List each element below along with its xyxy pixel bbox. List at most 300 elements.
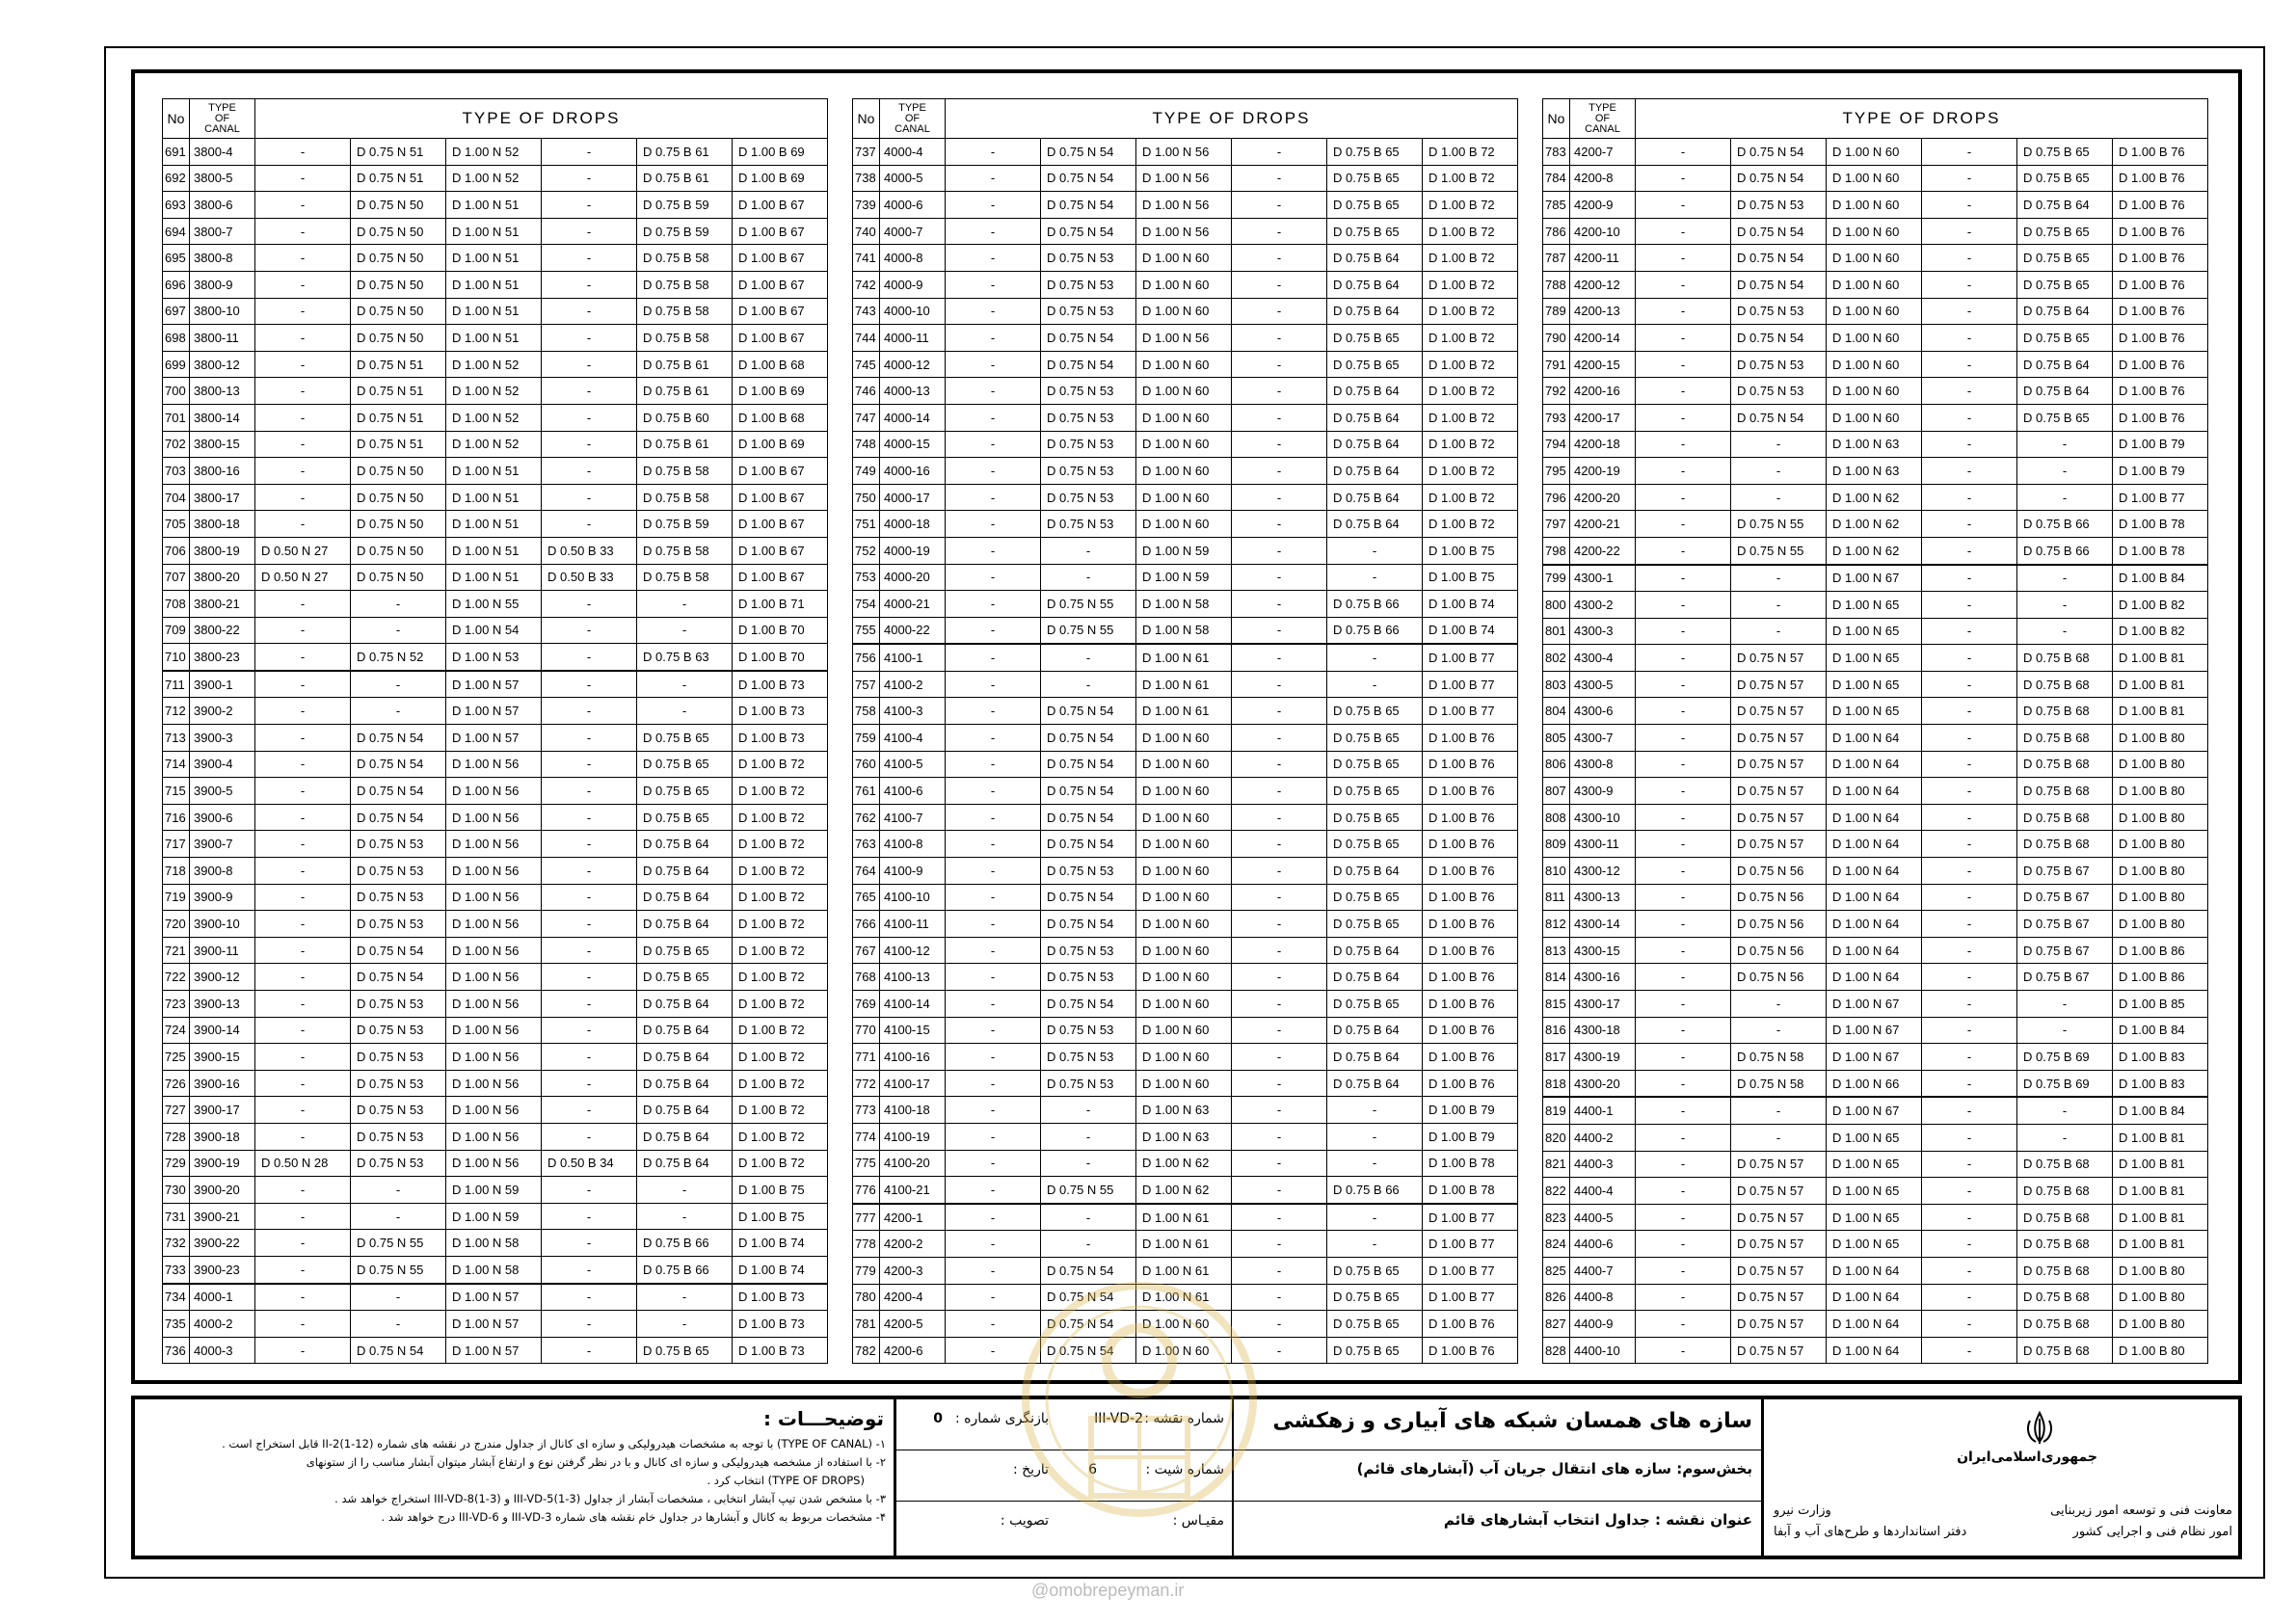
drop-type: - — [542, 591, 637, 618]
drop-type: D 1.00 B 75 — [733, 1203, 828, 1230]
row-number: 695 — [163, 245, 190, 272]
row-number: 822 — [1543, 1178, 1570, 1205]
drop-type: D 0.75 N 53 — [351, 1097, 446, 1124]
table-row — [163, 1150, 828, 1177]
canal-type: 4000-7 — [880, 218, 946, 245]
drop-type: - — [1636, 1231, 1731, 1258]
drop-type: - — [351, 1284, 446, 1311]
drop-type: D 1.00 B 70 — [733, 617, 828, 644]
drop-type: D 0.75 N 53 — [1731, 192, 1827, 219]
drop-type: - — [1232, 351, 1327, 378]
drop-type: D 1.00 N 56 — [1136, 218, 1232, 245]
drop-type: - — [946, 858, 1041, 885]
drop-type: D 0.75 N 55 — [351, 1230, 446, 1257]
canal-type: 4300-15 — [1570, 937, 1636, 964]
drop-type: D 1.00 B 68 — [733, 404, 828, 431]
drop-type: D 0.75 B 64 — [637, 1150, 733, 1177]
row-number: 741 — [853, 245, 880, 272]
drop-type: D 1.00 B 72 — [1423, 298, 1518, 325]
drop-type: D 0.75 B 64 — [637, 1017, 733, 1044]
drop-type: D 1.00 B 76 — [2113, 351, 2208, 378]
drop-type: D 0.75 B 59 — [637, 192, 733, 219]
drop-type: D 1.00 B 76 — [2113, 404, 2208, 431]
table-row — [163, 218, 828, 245]
drop-type: D 1.00 N 64 — [1827, 884, 1922, 911]
drop-type: D 0.75 B 61 — [637, 165, 733, 192]
row-number: 694 — [163, 218, 190, 245]
drop-type: - — [255, 1044, 351, 1071]
drop-type: - — [542, 378, 637, 405]
drop-type: - — [1922, 937, 2017, 964]
drop-type: D 1.00 N 53 — [446, 644, 542, 671]
drop-type: D 0.75 B 64 — [1327, 511, 1423, 538]
drop-type: D 1.00 N 60 — [1827, 218, 1922, 245]
drop-type: D 1.00 N 51 — [446, 511, 542, 538]
drop-type: D 1.00 N 60 — [1827, 192, 1922, 219]
drop-type: - — [1922, 1070, 2017, 1097]
drop-type: - — [1636, 964, 1731, 991]
canal-type: 3900-21 — [190, 1203, 255, 1230]
header-word: OF — [1594, 112, 1611, 124]
drop-type: - — [542, 218, 637, 245]
drop-type: - — [1922, 537, 2017, 564]
drop-type: - — [255, 725, 351, 752]
row-number: 711 — [163, 671, 190, 698]
drop-type: - — [255, 858, 351, 885]
table-row — [163, 1070, 828, 1097]
drop-type: D 1.00 B 76 — [1423, 911, 1518, 938]
drop-type: D 0.75 N 53 — [1041, 964, 1136, 991]
drop-type: - — [1232, 725, 1327, 752]
drop-type: D 0.75 B 68 — [2017, 1284, 2113, 1311]
drop-type: - — [255, 192, 351, 219]
drop-type: D 0.75 N 54 — [1041, 1284, 1136, 1311]
drop-type: D 0.75 N 53 — [351, 911, 446, 938]
drop-type: D 0.75 B 64 — [637, 884, 733, 911]
drop-type: - — [1636, 1124, 1731, 1151]
drop-type: - — [1232, 1097, 1327, 1124]
drop-type: - — [255, 617, 351, 644]
row-number: 772 — [853, 1070, 880, 1097]
drop-type: D 0.75 B 64 — [637, 1097, 733, 1124]
drop-type: D 1.00 N 67 — [1827, 1044, 1922, 1071]
drop-type: D 1.00 B 81 — [2113, 645, 2208, 672]
table-row — [1543, 511, 2208, 538]
table-row — [163, 431, 828, 458]
table-row — [163, 351, 828, 378]
drop-type: D 0.75 B 61 — [637, 139, 733, 166]
drop-type: D 1.00 N 60 — [1136, 298, 1232, 325]
drop-type: - — [946, 1044, 1041, 1071]
drop-type: D 1.00 B 81 — [2113, 1178, 2208, 1205]
table-row — [163, 1230, 828, 1257]
drop-type: D 0.75 N 56 — [1731, 911, 1827, 938]
drop-type: - — [946, 1311, 1041, 1338]
drop-type: D 1.00 N 51 — [446, 218, 542, 245]
drop-type: D 1.00 N 60 — [1136, 964, 1232, 991]
drop-type: D 1.00 B 77 — [1423, 644, 1518, 671]
drop-type: - — [946, 911, 1041, 938]
drop-type: D 1.00 B 67 — [733, 325, 828, 352]
drop-type: D 0.75 B 68 — [2017, 1231, 2113, 1258]
table-row — [1543, 245, 2208, 272]
drop-type: - — [1636, 937, 1731, 964]
canal-type: 3800-5 — [190, 165, 255, 192]
table-row — [853, 404, 1518, 431]
drop-type: - — [946, 325, 1041, 352]
drop-type: - — [1232, 1311, 1327, 1338]
drop-type: D 1.00 N 67 — [1827, 1097, 1922, 1124]
canal-type: 3900-11 — [190, 937, 255, 964]
table-row — [163, 1284, 828, 1311]
drop-type: D 0.75 B 64 — [637, 858, 733, 885]
canal-type: 4100-2 — [880, 671, 946, 698]
drop-type: D 1.00 B 67 — [733, 192, 828, 219]
row-number: 796 — [1543, 484, 1570, 511]
drop-type: D 1.00 B 79 — [2113, 458, 2208, 485]
drop-type: - — [1922, 592, 2017, 619]
drop-type: - — [1636, 139, 1731, 166]
drop-type: D 1.00 B 72 — [1423, 431, 1518, 458]
drop-type: - — [1232, 1044, 1327, 1071]
canal-type: 3800-22 — [190, 617, 255, 644]
drop-type: D 0.75 B 58 — [637, 298, 733, 325]
drop-type: - — [255, 1070, 351, 1097]
drop-type: D 0.75 B 68 — [2017, 1178, 2113, 1205]
drop-type: D 1.00 N 56 — [446, 1150, 542, 1177]
table-row — [163, 778, 828, 805]
canal-type: 4400-10 — [1570, 1337, 1636, 1364]
drop-type: - — [1232, 964, 1327, 991]
drop-type: D 1.00 N 64 — [1827, 858, 1922, 885]
canal-type: 3800-17 — [190, 484, 255, 511]
drop-type: D 1.00 N 62 — [1827, 537, 1922, 564]
drop-type: D 0.75 N 50 — [351, 564, 446, 591]
canal-type: 4100-14 — [880, 991, 946, 1018]
drop-type: - — [1922, 858, 2017, 885]
drop-type: - — [1922, 1257, 2017, 1284]
drop-type: D 1.00 N 56 — [446, 751, 542, 778]
drop-type: D 0.75 B 68 — [2017, 1204, 2113, 1231]
drop-type: D 0.75 N 54 — [1731, 245, 1827, 272]
drop-type: - — [1636, 565, 1731, 592]
drop-type: D 1.00 B 76 — [1423, 991, 1518, 1018]
drop-type: - — [1636, 1151, 1731, 1178]
drop-type: D 1.00 B 76 — [2113, 378, 2208, 405]
drop-type: D 0.75 N 54 — [1041, 139, 1136, 166]
drop-type: D 1.00 N 60 — [1827, 325, 1922, 352]
table-row — [1543, 139, 2208, 166]
drop-type: D 1.00 B 72 — [733, 911, 828, 938]
drop-type: D 1.00 N 61 — [1136, 671, 1232, 698]
canal-type: 4200-14 — [1570, 325, 1636, 352]
drop-type: D 1.00 B 69 — [733, 378, 828, 405]
drop-type: D 1.00 B 80 — [2113, 911, 2208, 938]
drop-type: D 1.00 B 73 — [733, 1337, 828, 1364]
canal-type: 3900-7 — [190, 831, 255, 858]
table-row — [1543, 804, 2208, 831]
table-row — [853, 778, 1518, 805]
table-row — [1543, 431, 2208, 458]
drop-type: - — [2017, 618, 2113, 645]
drop-type: D 0.75 B 68 — [2017, 645, 2113, 672]
drop-type: D 1.00 B 72 — [1423, 351, 1518, 378]
row-number: 806 — [1543, 751, 1570, 778]
table-row — [163, 698, 828, 725]
drop-type: D 0.75 B 68 — [2017, 1337, 2113, 1364]
drop-type: - — [255, 1256, 351, 1283]
table-row — [853, 725, 1518, 752]
table-row — [853, 1177, 1518, 1204]
row-number: 727 — [163, 1097, 190, 1124]
row-number: 798 — [1543, 537, 1570, 564]
drop-type: D 1.00 N 67 — [1827, 1017, 1922, 1044]
canal-type: 4000-14 — [880, 404, 946, 431]
row-number: 788 — [1543, 271, 1570, 298]
drop-type: D 0.75 B 58 — [637, 564, 733, 591]
drop-type: D 1.00 N 60 — [1136, 911, 1232, 938]
drop-type: - — [1327, 564, 1423, 591]
table-row — [853, 1123, 1518, 1150]
drop-type: D 1.00 N 62 — [1827, 484, 1922, 511]
table-row — [1543, 1311, 2208, 1338]
drop-type: D 0.75 B 65 — [1327, 911, 1423, 938]
canal-type: 4000-6 — [880, 192, 946, 219]
drop-type: - — [946, 1284, 1041, 1311]
table-row — [163, 484, 828, 511]
drop-type: D 1.00 B 67 — [733, 537, 828, 564]
table-row — [853, 298, 1518, 325]
canal-type: 4200-21 — [1570, 511, 1636, 538]
drop-type: D 1.00 B 72 — [1423, 484, 1518, 511]
row-number: 773 — [853, 1097, 880, 1124]
row-number: 789 — [1543, 298, 1570, 325]
drop-type: - — [1636, 431, 1731, 458]
row-number: 702 — [163, 431, 190, 458]
drop-type: - — [1922, 1311, 2017, 1338]
drop-type: - — [255, 1337, 351, 1364]
drop-type: D 0.75 B 66 — [637, 1230, 733, 1257]
drop-type: D 1.00 N 65 — [1827, 618, 1922, 645]
drop-type: D 0.75 N 53 — [1041, 298, 1136, 325]
drop-type: D 1.00 B 72 — [733, 1044, 828, 1071]
drop-type: D 0.75 B 65 — [1327, 218, 1423, 245]
drop-type: - — [351, 1177, 446, 1204]
drop-type: D 1.00 B 84 — [2113, 565, 2208, 592]
drop-type: D 1.00 B 72 — [733, 964, 828, 991]
drop-type: - — [542, 804, 637, 831]
drop-type: D 1.00 N 52 — [446, 165, 542, 192]
row-number: 827 — [1543, 1311, 1570, 1338]
drop-type: - — [542, 751, 637, 778]
drop-type: D 0.75 N 54 — [351, 751, 446, 778]
canal-type: 4000-15 — [880, 431, 946, 458]
drop-type: - — [1041, 537, 1136, 564]
drop-type: - — [255, 431, 351, 458]
drop-type: - — [1731, 484, 1827, 511]
drop-type: - — [1922, 511, 2017, 538]
table-row — [1543, 1070, 2208, 1097]
drop-type: D 0.75 B 64 — [637, 831, 733, 858]
row-number: 725 — [163, 1044, 190, 1071]
table-row — [1543, 671, 2208, 698]
drop-type: - — [1636, 404, 1731, 431]
org-technical-affairs: امور نظام فنی و اجرایی کشور — [2072, 1525, 2232, 1539]
canal-type: 3800-6 — [190, 192, 255, 219]
canal-type: 3900-17 — [190, 1097, 255, 1124]
header-word: OF — [214, 112, 230, 124]
drop-type: - — [1636, 537, 1731, 564]
drop-type: - — [1232, 1257, 1327, 1284]
row-number: 703 — [163, 458, 190, 485]
row-number: 780 — [853, 1284, 880, 1311]
drop-type: - — [1636, 1070, 1731, 1097]
row-number: 767 — [853, 937, 880, 964]
drop-type: - — [255, 271, 351, 298]
drop-type: - — [1922, 1124, 2017, 1151]
drop-type: D 1.00 B 76 — [2113, 165, 2208, 192]
drop-type: D 1.00 N 63 — [1827, 431, 1922, 458]
drop-type: - — [542, 698, 637, 725]
drop-type: D 0.75 B 66 — [1327, 591, 1423, 618]
drop-type: D 0.75 B 68 — [2017, 1311, 2113, 1338]
drop-type: D 0.75 N 54 — [351, 937, 446, 964]
table-row — [163, 831, 828, 858]
row-number: 782 — [853, 1337, 880, 1364]
drop-type: - — [542, 139, 637, 166]
drop-type: - — [946, 139, 1041, 166]
row-number: 766 — [853, 911, 880, 938]
drop-type: D 1.00 B 76 — [1423, 1017, 1518, 1044]
drop-type: D 0.75 B 65 — [1327, 351, 1423, 378]
table-row — [853, 1150, 1518, 1177]
drop-type: - — [2017, 565, 2113, 592]
drop-type: D 1.00 B 72 — [733, 991, 828, 1018]
canal-type: 4100-7 — [880, 804, 946, 831]
table-row — [853, 1017, 1518, 1044]
drop-type: D 1.00 B 76 — [2113, 139, 2208, 166]
drop-type: - — [1636, 1044, 1731, 1071]
header-word: CANAL — [894, 122, 930, 135]
row-number: 717 — [163, 831, 190, 858]
drop-type: D 1.00 B 67 — [733, 271, 828, 298]
header-word: CANAL — [204, 122, 240, 135]
drop-type: - — [1232, 858, 1327, 885]
canal-type: 4300-7 — [1570, 725, 1636, 752]
canal-type: 4400-8 — [1570, 1284, 1636, 1311]
drop-type: D 1.00 N 67 — [1827, 991, 1922, 1018]
drop-type: - — [255, 591, 351, 618]
drop-type: D 1.00 N 64 — [1827, 725, 1922, 752]
table-row — [163, 1203, 828, 1230]
row-number: 811 — [1543, 884, 1570, 911]
table-row — [1543, 1284, 2208, 1311]
row-number: 744 — [853, 325, 880, 352]
canal-type: 3800-14 — [190, 404, 255, 431]
drop-type: - — [1636, 698, 1731, 725]
row-number: 753 — [853, 564, 880, 591]
drop-type: - — [255, 991, 351, 1018]
drop-type: - — [1731, 565, 1827, 592]
drop-type: - — [351, 591, 446, 618]
header-type-of-drops: TYPE OF DROPS — [255, 99, 828, 139]
drop-type: - — [1636, 911, 1731, 938]
drop-type: D 1.00 B 72 — [733, 1150, 828, 1177]
row-number: 714 — [163, 751, 190, 778]
drop-type: - — [255, 831, 351, 858]
drop-type: D 1.00 N 62 — [1827, 511, 1922, 538]
drop-type: D 1.00 N 56 — [446, 964, 542, 991]
drop-type: - — [1232, 192, 1327, 219]
drop-type: D 1.00 B 68 — [733, 351, 828, 378]
row-number: 729 — [163, 1150, 190, 1177]
canal-type: 3900-23 — [190, 1256, 255, 1283]
drop-type: D 0.75 N 53 — [1041, 1070, 1136, 1097]
approval-label: تصویب : — [1000, 1513, 1049, 1529]
drop-type: D 0.75 B 59 — [637, 511, 733, 538]
drop-type: - — [1041, 1150, 1136, 1177]
canal-type: 4100-8 — [880, 831, 946, 858]
canal-type: 3900-20 — [190, 1177, 255, 1204]
drop-type: - — [255, 218, 351, 245]
drop-type: D 1.00 B 77 — [1423, 1204, 1518, 1231]
drop-type: D 1.00 B 72 — [733, 804, 828, 831]
table-row — [853, 192, 1518, 219]
table-row — [163, 245, 828, 272]
canal-type: 4400-3 — [1570, 1151, 1636, 1178]
canal-type: 4200-16 — [1570, 378, 1636, 405]
table-row — [853, 937, 1518, 964]
row-number: 783 — [1543, 139, 1570, 166]
drop-type: D 0.75 N 50 — [351, 192, 446, 219]
row-number: 742 — [853, 271, 880, 298]
table-row — [163, 404, 828, 431]
table-row — [1543, 1017, 2208, 1044]
canal-type: 3900-19 — [190, 1150, 255, 1177]
drop-type: D 1.00 N 56 — [446, 1097, 542, 1124]
drop-type: D 1.00 B 67 — [733, 298, 828, 325]
drop-type: D 0.75 N 54 — [1041, 804, 1136, 831]
drop-type: - — [946, 564, 1041, 591]
canal-type: 4100-21 — [880, 1177, 946, 1204]
drop-type: D 0.75 N 54 — [1041, 165, 1136, 192]
drop-type: D 1.00 N 65 — [1827, 645, 1922, 672]
canal-type: 4100-18 — [880, 1097, 946, 1124]
table-row — [853, 1044, 1518, 1071]
canal-type: 3800-16 — [190, 458, 255, 485]
canal-type: 4200-1 — [880, 1204, 946, 1231]
table-row — [163, 751, 828, 778]
drop-type: D 0.75 N 54 — [351, 964, 446, 991]
drop-type: D 1.00 N 57 — [446, 1284, 542, 1311]
drop-type: D 1.00 N 52 — [446, 351, 542, 378]
drop-type: - — [351, 617, 446, 644]
drop-type: D 0.75 N 57 — [1731, 1178, 1827, 1205]
drop-type: D 1.00 B 77 — [1423, 1284, 1518, 1311]
row-number: 826 — [1543, 1284, 1570, 1311]
drop-type: D 1.00 N 61 — [1136, 1204, 1232, 1231]
drop-type: D 1.00 N 64 — [1827, 1284, 1922, 1311]
drop-type: - — [1922, 1017, 2017, 1044]
table-row — [163, 1044, 828, 1071]
canal-type: 3900-16 — [190, 1070, 255, 1097]
drop-type: D 1.00 N 60 — [1136, 937, 1232, 964]
drop-type: - — [542, 192, 637, 219]
drop-type: - — [946, 937, 1041, 964]
drop-type: D 0.75 N 57 — [1731, 698, 1827, 725]
canal-type: 4300-1 — [1570, 565, 1636, 592]
drop-type: D 0.75 N 54 — [1731, 404, 1827, 431]
